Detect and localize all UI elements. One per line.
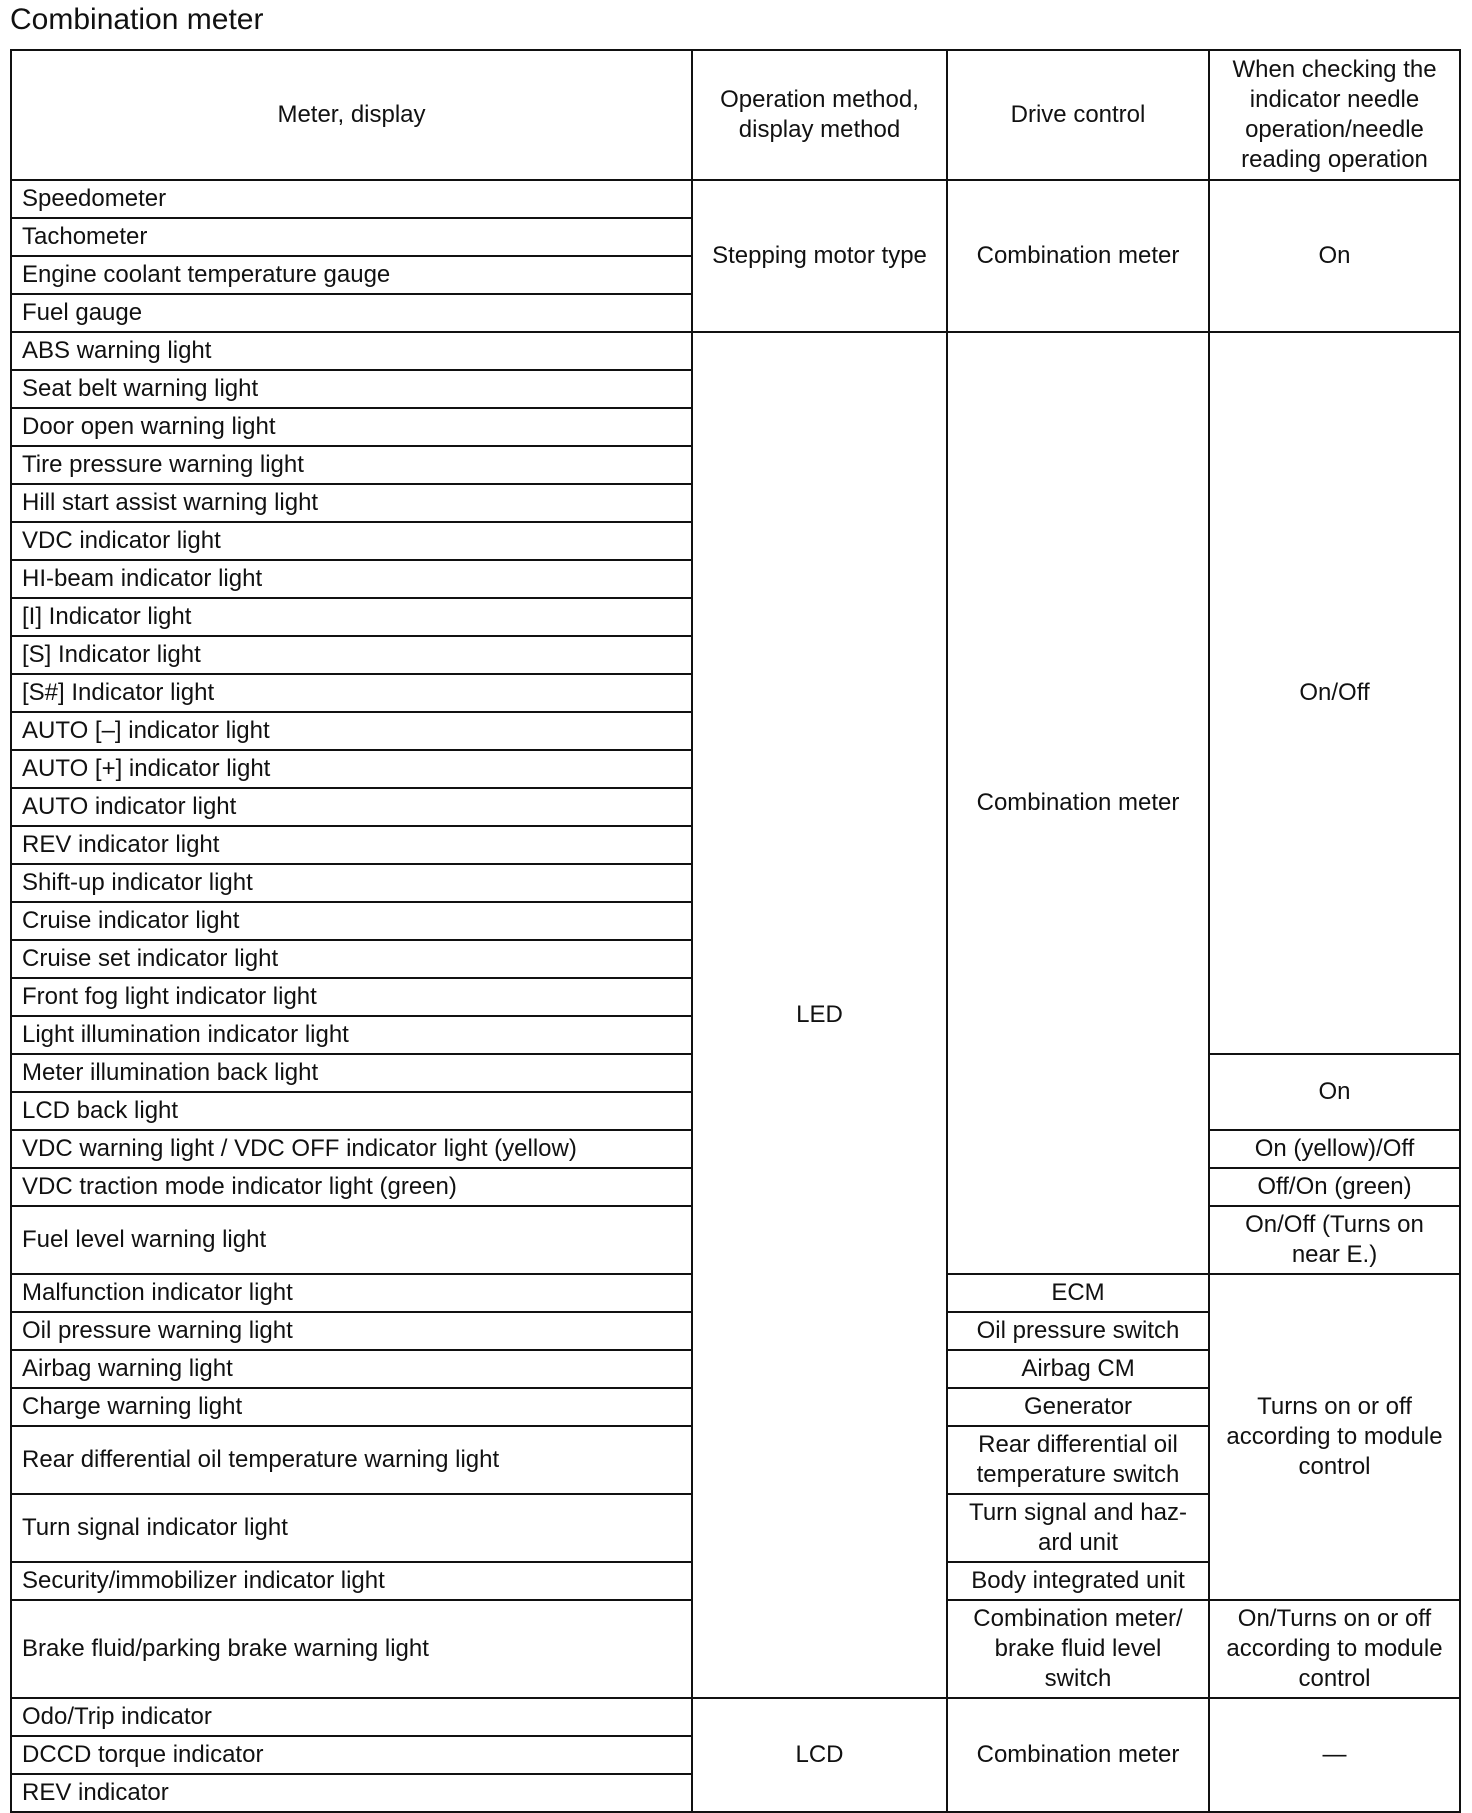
checking-cell-dash: — (1209, 1698, 1460, 1812)
meter-cell: Charge warning light (11, 1388, 692, 1426)
meter-cell: [S] Indicator light (11, 636, 692, 674)
checking-cell-vdc-yellow: On (yellow)/Off (1209, 1130, 1460, 1168)
operation-cell-stepping: Stepping motor type (692, 180, 947, 332)
meter-cell: LCD back light (11, 1092, 692, 1130)
table-row (11, 1698, 1460, 1736)
meter-cell: Meter illumination back light (11, 1054, 692, 1092)
meter-cell: ABS warning light (11, 332, 692, 370)
drive-cell-airbag-cm: Airbag CM (947, 1350, 1209, 1388)
meter-cell: Turn signal indicator light (11, 1494, 692, 1562)
meter-cell: Odo/Trip indicator (11, 1698, 692, 1736)
drive-cell-combination-meter-lcd: Combination meter (947, 1698, 1209, 1812)
meter-cell: Tire pressure warning light (11, 446, 692, 484)
meter-cell: AUTO indicator light (11, 788, 692, 826)
meter-cell: [I] Indicator light (11, 598, 692, 636)
meter-cell: Cruise set indicator light (11, 940, 692, 978)
checking-cell-brake: On/Turns on or off according to module control (1209, 1600, 1460, 1698)
meter-cell: Cruise indicator light (11, 902, 692, 940)
table-row (11, 180, 1460, 218)
drive-cell-rear-diff-switch: Rear differential oil temperature switch (947, 1426, 1209, 1494)
meter-cell: Shift-up indicator light (11, 864, 692, 902)
meter-cell: Seat belt warning light (11, 370, 692, 408)
checking-cell-fuel-level: On/Off (Turns on near E.) (1209, 1206, 1460, 1274)
combination-meter-table (10, 49, 1461, 1813)
header-row (11, 50, 1460, 180)
meter-cell: Airbag warning light (11, 1350, 692, 1388)
drive-cell-combination-meter: Combination meter (947, 180, 1209, 332)
meter-cell: DCCD torque indicator (11, 1736, 692, 1774)
meter-cell: Fuel gauge (11, 294, 692, 332)
drive-cell-generator: Generator (947, 1388, 1209, 1426)
meter-cell: Tachometer (11, 218, 692, 256)
drive-cell-body-integrated-unit: Body integrated unit (947, 1562, 1209, 1600)
checking-cell-on: On (1209, 180, 1460, 332)
meter-cell: VDC indicator light (11, 522, 692, 560)
meter-cell: Front fog light indicator light (11, 978, 692, 1016)
checking-cell-vdc-green: Off/On (green) (1209, 1168, 1460, 1206)
header-checking-operation: When checking the indicator needle operation/needle reading operation (1209, 50, 1460, 180)
meter-cell: Security/immobilizer indicator light (11, 1562, 692, 1600)
meter-cell: Speedometer (11, 180, 692, 218)
header-operation-method: Operation method, display method (692, 50, 947, 180)
meter-cell: AUTO [+] indicator light (11, 750, 692, 788)
header-drive-control: Drive control (947, 50, 1209, 180)
header-meter-display: Meter, display (11, 50, 692, 180)
meter-cell: Brake fluid/parking brake warning light (11, 1600, 692, 1698)
meter-cell: HI-beam indicator light (11, 560, 692, 598)
meter-cell: Hill start assist warning light (11, 484, 692, 522)
page-title: Combination meter (10, 3, 264, 36)
meter-cell: Oil pressure warning light (11, 1312, 692, 1350)
meter-cell: Rear differential oil temperature warning light (11, 1426, 692, 1494)
meter-cell: REV indicator (11, 1774, 692, 1812)
drive-cell-oil-pressure-switch: Oil pressure switch (947, 1312, 1209, 1350)
operation-cell-led: LED (692, 332, 947, 1698)
drive-cell-turn-hazard-unit: Turn signal and haz-ard unit (947, 1494, 1209, 1562)
meter-cell: Malfunction indicator light (11, 1274, 692, 1312)
meter-cell: REV indicator light (11, 826, 692, 864)
checking-cell-backlight-on: On (1209, 1054, 1460, 1130)
checking-cell-on-off: On/Off (1209, 332, 1460, 1054)
table-row (11, 332, 1460, 370)
drive-cell-brake-combination: Combination meter/ brake fluid level switch (947, 1600, 1209, 1698)
meter-cell: Engine coolant temperature gauge (11, 256, 692, 294)
meter-cell: Fuel level warning light (11, 1206, 692, 1274)
meter-cell: VDC warning light / VDC OFF indicator light (yellow) (11, 1130, 692, 1168)
drive-cell-ecm: ECM (947, 1274, 1209, 1312)
checking-cell-module-control: Turns on or off according to module control (1209, 1274, 1460, 1600)
operation-cell-lcd: LCD (692, 1698, 947, 1812)
meter-cell: Door open warning light (11, 408, 692, 446)
meter-cell: Light illumination indicator light (11, 1016, 692, 1054)
meter-cell: AUTO [–] indicator light (11, 712, 692, 750)
drive-cell-combination-meter: Combination meter (947, 332, 1209, 1274)
meter-cell: [S#] Indicator light (11, 674, 692, 712)
meter-cell: VDC traction mode indicator light (green) (11, 1168, 692, 1206)
